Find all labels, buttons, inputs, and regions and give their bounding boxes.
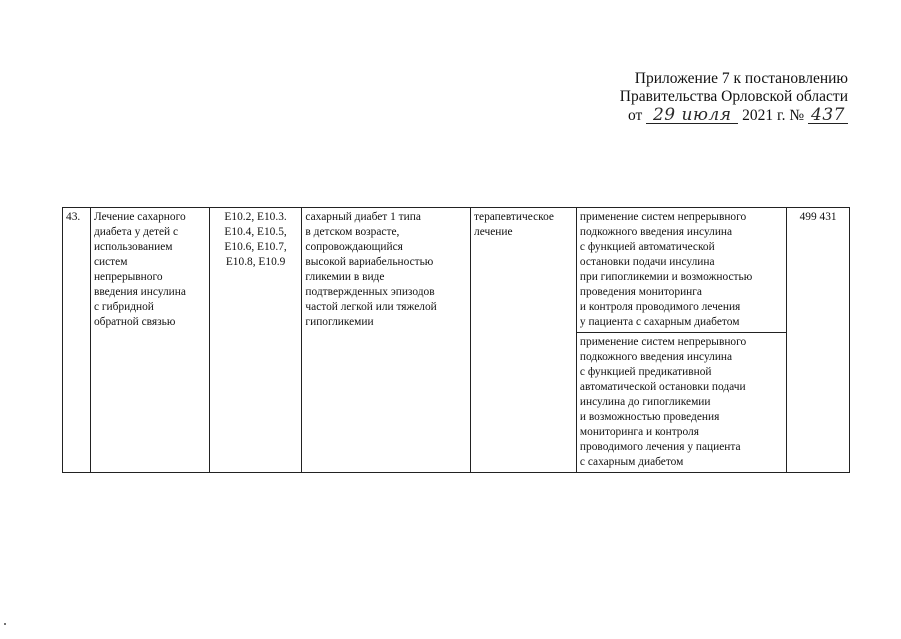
handwritten-date: 29 июля: [646, 107, 738, 124]
price-cell: 499 431: [787, 208, 850, 473]
treatment-type-cell: терапевтическое лечение: [471, 208, 577, 473]
appendix-authority-line: Правительства Орловской области: [619, 88, 848, 105]
method-cell-1: применение систем непрерывного подкожного введения инсулина с функцией автоматической остановки подачи инсулина при гипогликемии и возможностью проведения мониторинга и контроля проводимого лечения у пациента с сахарным диабетом: [576, 208, 786, 333]
appendix-header: [620, 70, 848, 125]
method-cell-2: применение систем непрерывного подкожного введения инсулина с функцией предикативной автоматической остановки подачи инсулина до гипогликемии и возможностью проведения мониторинга и контроля проводимого лечения у пациента с сахарным диабетом: [576, 333, 786, 473]
row-number: 43.: [66, 211, 81, 223]
scan-speck: [4, 623, 6, 625]
appendix-date-line: [620, 107, 848, 125]
patient-model-cell: сахарный диабет 1 типа в детском возрасте, сопровождающийся высокой вариабельностью гликемии в виде подтвержденных эпизодов частой легкой или тяжелой гипогликемии: [302, 208, 471, 473]
date-prefix: от: [628, 107, 643, 124]
table-row: [63, 208, 850, 333]
appendix-title-line: Приложение 7 к постановлению: [634, 70, 848, 87]
handwritten-number: 437: [808, 107, 848, 124]
year-and-number-label: 2021 г. №: [742, 107, 805, 124]
appendix-table: [62, 207, 850, 473]
icd-codes-cell: E10.2, E10.3. E10.4, E10.5, E10.6, E10.7, E10.8, E10.9: [209, 208, 302, 473]
treatment-name-cell: Лечение сахарного диабета у детей с использованием систем непрерывного введения инсулина с гибридной обратной связью: [90, 208, 209, 473]
row-number-cell: [63, 208, 91, 473]
